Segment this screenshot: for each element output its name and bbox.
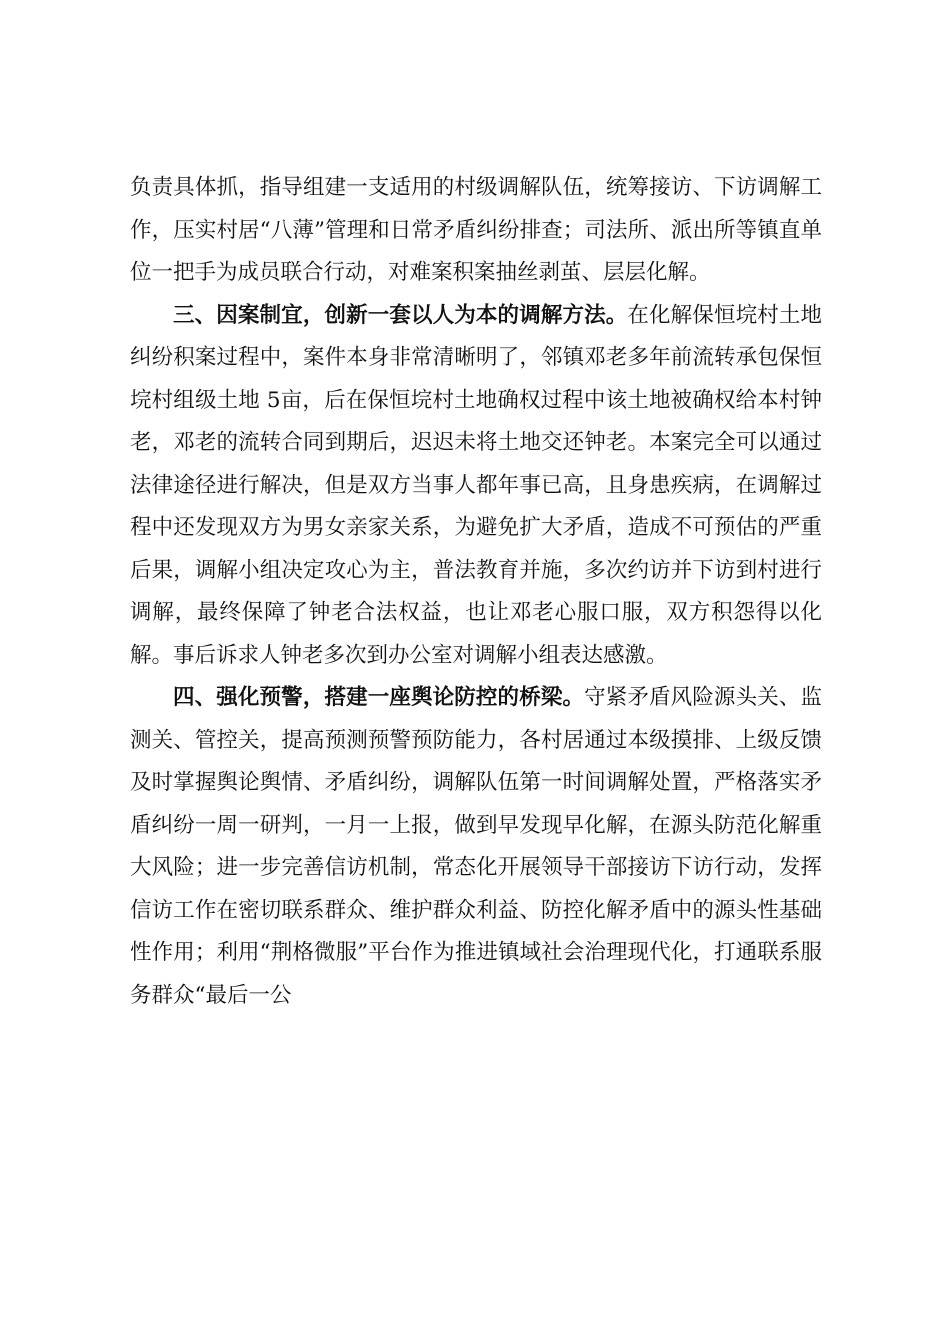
paragraph-body: 负责具体抓，指导组建一支适用的村级调解队伍，统筹接访、下访调解工作，压实村居“八薄”管理和日常矛盾纠纷排查；司法所、派出所等镇直单位一把手为成员联合行动，对难案积案抽丝剥茧、层层化解。 — [130, 175, 822, 285]
paragraph-section-three — [130, 295, 822, 678]
section-heading: 四、强化预警，搭建一座舆论防控的桥梁。 — [173, 685, 585, 710]
paragraph-body: 守紧矛盾风险源头关、监测关、管控关，提高预测预警预防能力，各村居通过本级摸排、上级反馈及时掌握舆论舆情、矛盾纠纷，调解队伍第一时间调解处置，严格落实矛盾纠纷一周一研判，一月一上报，做到早发现早化解，在源头防范化解重大风险；进一步完善信访机制，常态化开展领导干部接访下访行动，发挥信访工作在密切联系群众、维护群众利益、防控化解矛盾中的源头性基础性作用；利用“荆格微服”平台作为推进镇域社会治理现代化，打通联系服务群众“最后一公 — [130, 685, 822, 1008]
document-body — [130, 167, 822, 1017]
paragraph-continuation — [130, 167, 822, 295]
section-heading: 三、因案制宜，创新一套以人为本的调解方法。 — [173, 302, 628, 328]
paragraph-section-four — [130, 677, 822, 1017]
paragraph-body: 在化解保恒垸村土地纠纷积案过程中，案件本身非常清晰明了，邻镇邓老多年前流转承包保恒垸村组级土地 5亩，后在保恒垸村土地确权过程中该土地被确权给本村钟老，邓老的流转合同到期后，迟迟未将土地交还钟老。本案完全可以通过法律途径进行解决，但是双方当事人都年事已高，且身患疾病，在调解过程中还发现双方为男女亲家关系，为避免扩大矛盾，造成不可预估的严重后果，调解小组决定攻心为主，普法教育并施，多次约访并下访到村进行调解，最终保障了钟老合法权益，也让邓老心服口服，双方积怨得以化解。事后诉求人钟老多次到办公室对调解小组表达感激。 — [130, 302, 822, 668]
